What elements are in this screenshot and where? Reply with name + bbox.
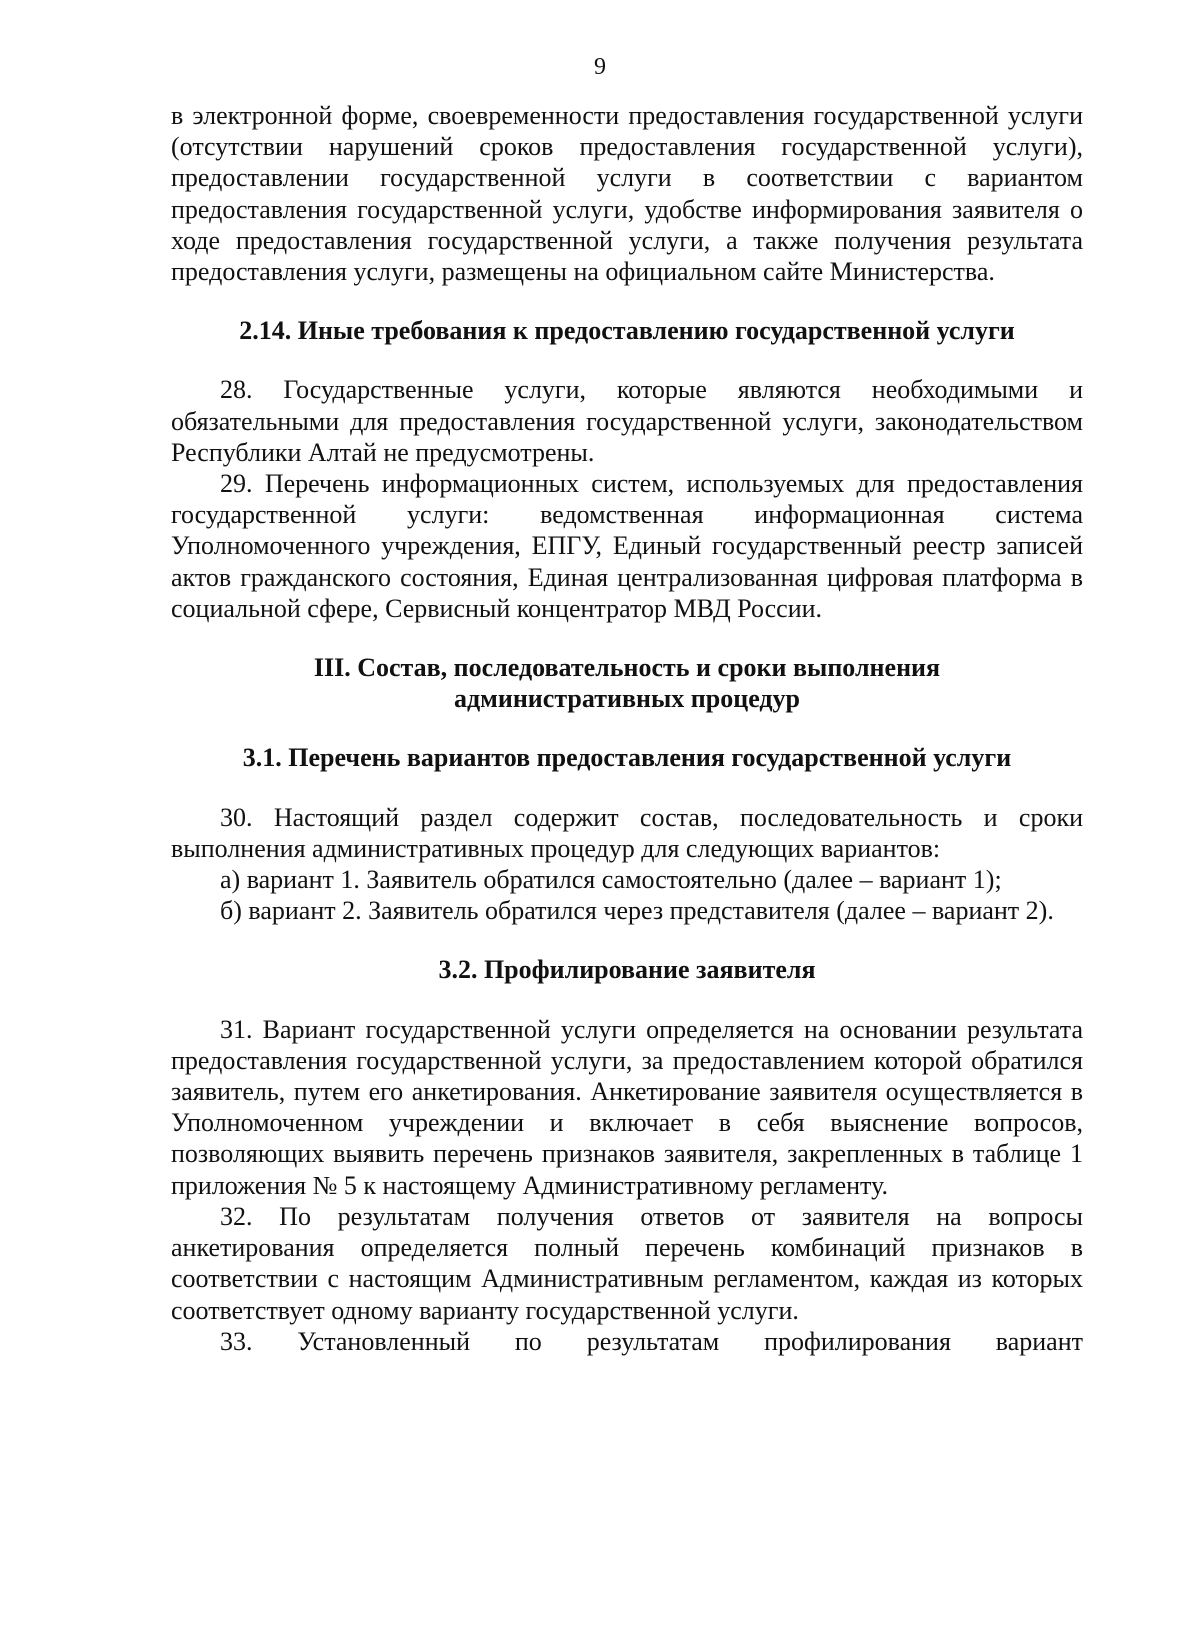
chapter-heading-line-1: III. Состав, последовательность и сроки выполнения [313, 653, 941, 683]
section-heading-3-2: 3.2. Профилирование заявителя [438, 955, 816, 985]
section-heading-2-14: 2.14. Иные требования к предоставлению государственной услуги [239, 316, 1015, 346]
paragraph-33: 33. Установленный по результатам профилирования вариант [220, 1326, 1083, 1356]
list-item-variant-1: а) вариант 1. Заявитель обратился самостоятельно (далее – вариант 1); [220, 865, 1002, 895]
chapter-heading-line-2: административных процедур [453, 684, 801, 714]
paragraph-continuation: в электронной форме, своевременности предоставления государственной услуги (отсутствии нарушений сроков предоставления государственной услуги), предоставлении государственной услуги в соответствии с вариантом предоставления государственной услуги, удобстве информирования заявителя о ходе предоставления государственной услуги, а также получения результата предоставления услуги, размещены на официальном сайте Министерства. [171, 101, 1083, 287]
paragraph-30: 30. Настоящий раздел содержит состав, последовательность и сроки выполнения административных процедур для следующих вариантов: [171, 802, 1083, 863]
list-item-variant-2: б) вариант 2. Заявитель обратился через представителя (далее – вариант 2). [220, 896, 1054, 926]
paragraph-32: 32. По результатам получения ответов от заявителя на вопросы анкетирования определяется полный перечень комбинаций признаков в соответствии с настоящим Административным регламентом, каждая из которых соответствует одному варианту государственной услуги. [171, 1201, 1083, 1325]
page-number: 9 [594, 54, 606, 80]
paragraph-28: 28. Государственные услуги, которые являются необходимыми и обязательными для предоставления государственной услуги, законодательством Республики Алтай не предусмотрены. [171, 375, 1083, 467]
section-heading-3-1: 3.1. Перечень вариантов предоставления государственной услуги [242, 743, 1012, 773]
paragraph-31: 31. Вариант государственной услуги определяется на основании результата предоставления государственной услуги, за предоставлением которой обратился заявитель, путем его анкетирования. Анкетирование заявителя осуществляется в Уполномоченном учреждении и включает в себя выяснение вопросов, позволяющих выявить перечень признаков заявителя, закрепленных в таблице 1 приложения № 5 к настоящему Административному регламенту. [171, 1014, 1083, 1200]
document-body [171, 100, 1083, 1357]
paragraph-29: 29. Перечень информационных систем, используемых для предоставления государственной услуги: ведомственная информационная система Уполномоченного учреждения, ЕПГУ, Единый государственный реестр записей актов гражданского состояния, Единая централизованная цифровая платформа в социальной сфере, Сервисный концентратор МВД России. [171, 469, 1083, 623]
